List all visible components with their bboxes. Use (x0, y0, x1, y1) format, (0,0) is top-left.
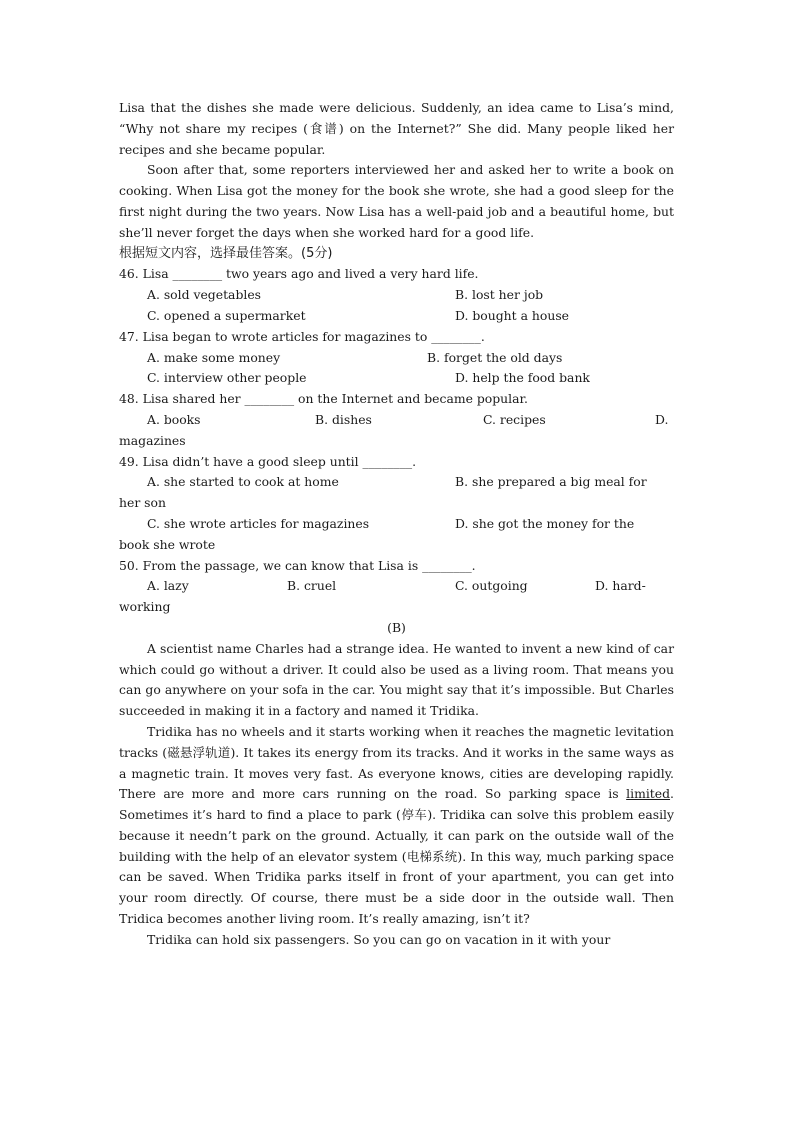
option-46-a: A. sold vegetables (147, 287, 262, 303)
passage-a-paragraph-1: Lisa that the dishes she made were delicious. Suddenly, an idea came to Lisa’s mind, “Why not share my recipes (食谱) on the Internet?” She did. Many people liked her recipes and she became popular. (119, 100, 674, 157)
option-47-b: B. forget the old days (427, 349, 563, 365)
question-instruction: 根据短文内容，选择最佳答案。(5分) (119, 245, 333, 261)
option-49-b-wrap: her son (119, 495, 166, 511)
question-48: 48. Lisa shared her ________ on the Internet and became popular. (119, 391, 528, 407)
option-47-c: C. interview other people (147, 370, 307, 386)
option-50-b: B. cruel (287, 578, 337, 594)
question-50-options-row (119, 576, 674, 597)
option-49-c: C. she wrote articles for magazines (147, 515, 370, 531)
option-49-d: D. she got the money for the (455, 515, 635, 531)
option-46-d: D. bought a house (455, 307, 570, 323)
option-47-a: A. make some money (147, 349, 281, 365)
option-50-c: C. outgoing (455, 578, 528, 594)
question-47-options-row-1 (119, 348, 674, 369)
passage-b-paragraph-2-part-2: . Sometimes it’s hard to find a place to park (停车). Tridika can solve this problem easily because it needn’t park on the ground. Actually, it can park on the outside wall of the building with the help of an elevator system (电梯系统). In this way, much parking space can be saved. When Tridika parks itself in front of your apartment, you can get into your room directly. Of course, there must be a side door in the outside wall. Then Tridica becomes another living room. It’s really amazing, isn’t it? (119, 786, 674, 927)
option-48-d-wrap: magazines (119, 432, 186, 448)
question-49-options-row-2 (119, 514, 674, 535)
passage-b-paragraph-2 (119, 722, 674, 930)
passage-b-paragraph-1: A scientist name Charles had a strange idea. He wanted to invent a new kind of car which could go without a driver. It could also be used as a living room. That means you can go anywhere on your sofa in the car. You might say that it’s impossible. But Charles succeeded in making it in a factory and named it Tridika. (119, 640, 674, 719)
passage-b-paragraph-2-part-1: Tridika has no wheels and it starts working when it reaches the magnetic levitation tracks (磁悬浮轨道). It takes its energy from its tracks. And it works in the same ways as a magnetic train. It moves very fast. As everyone knows, cities are developing rapidly. There are more and more cars running on the road. So parking space is (119, 723, 674, 802)
question-46-options-row-1 (119, 285, 674, 306)
option-47-d: D. help the food bank (455, 370, 590, 386)
option-50-d-wrap: working (119, 599, 171, 615)
option-49-d-wrap: book she wrote (119, 536, 216, 552)
option-50-d: D. hard- (595, 578, 646, 594)
passage-b-paragraph-3: Tridika can hold six passengers. So you can go on vacation in it with your (147, 931, 611, 947)
option-50-a: A. lazy (147, 578, 189, 594)
question-49: 49. Lisa didn’t have a good sleep until ________. (119, 453, 417, 469)
question-46-options-row-2 (119, 306, 674, 327)
passage-a-paragraph-2: Soon after that, some reporters interviewed her and asked her to write a book on cooking. When Lisa got the money for the book she wrote, she had a good sleep for the first night during the two years. Now Lisa has a well-paid job and a beautiful home, but she’ll never forget the days when she worked hard for a good life. (119, 162, 674, 240)
question-50: 50. From the passage, we can know that Lisa is ________. (119, 557, 476, 573)
underlined-word: limited (626, 786, 671, 802)
option-46-b: B. lost her job (455, 287, 544, 303)
option-49-b: B. she prepared a big meal for (455, 474, 647, 490)
question-46: 46. Lisa ________ two years ago and lived a very hard life. (119, 266, 479, 282)
question-49-options-row-1 (119, 472, 674, 493)
section-b-heading: (B) (387, 619, 406, 635)
question-47: 47. Lisa began to wrote articles for magazines to ________. (119, 328, 485, 344)
option-48-a: A. books (147, 411, 201, 427)
question-48-options-row (119, 410, 674, 431)
option-48-c: C. recipes (483, 411, 546, 427)
option-49-a: A. she started to cook at home (147, 474, 339, 490)
option-46-c: C. opened a supermarket (147, 307, 306, 323)
question-47-options-row-2 (119, 368, 674, 389)
exam-page (119, 98, 674, 951)
option-48-b: B. dishes (315, 411, 372, 427)
option-48-d: D. (655, 411, 669, 427)
